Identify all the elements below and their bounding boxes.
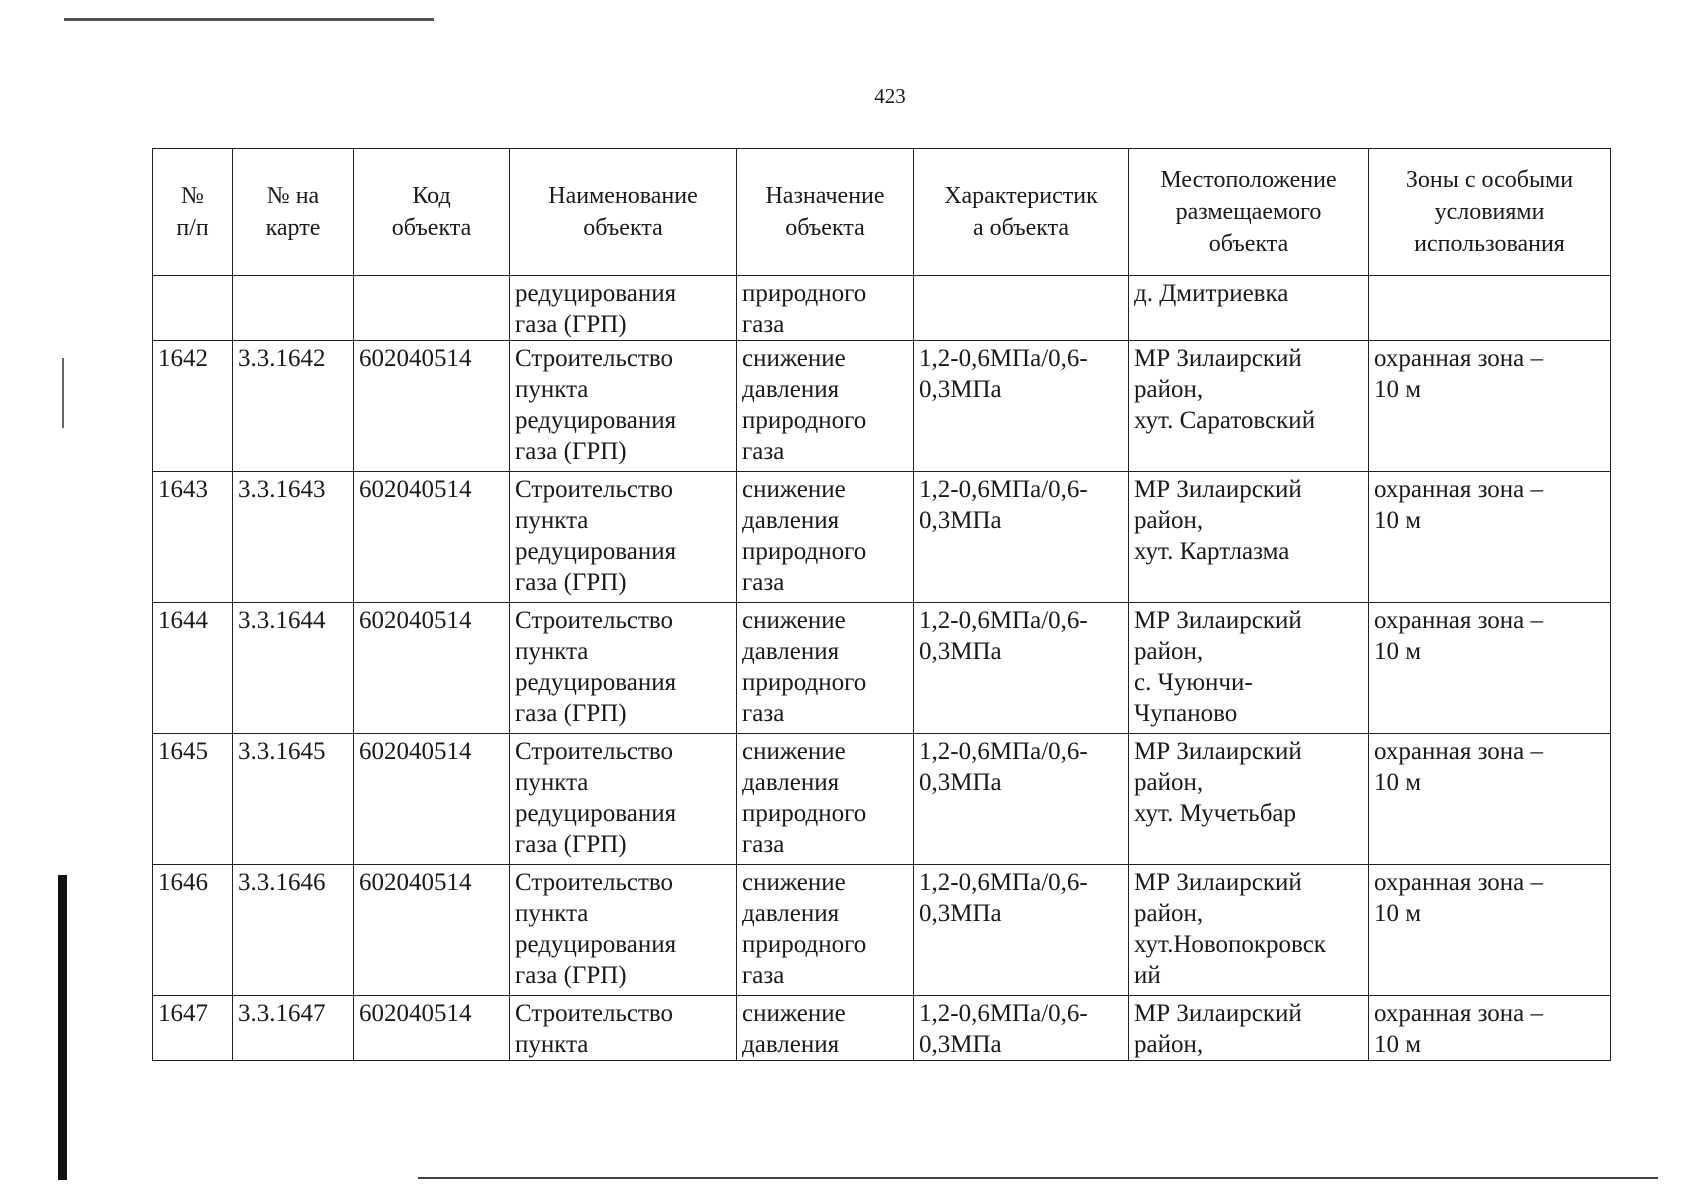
cell-map-number: 3.3.1644 <box>233 603 354 734</box>
cell-line: газа <box>742 831 785 858</box>
cell-object-name <box>510 472 737 603</box>
cell-line: 1,2-0,6МПа/0,6- <box>919 869 1088 896</box>
cell-line: давления <box>742 1031 840 1058</box>
cell-number: 1644 <box>153 603 233 734</box>
cell-line: 1,2-0,6МПа/0,6- <box>919 476 1088 503</box>
scan-edge-mark-left <box>62 358 64 428</box>
cell-line: охранная зона – <box>1374 1000 1544 1027</box>
cell-line: охранная зона – <box>1374 738 1544 765</box>
cell-line: ий <box>1134 962 1161 989</box>
header-object-name <box>510 149 737 276</box>
cell-object-location <box>1129 996 1369 1061</box>
header-line: карте <box>265 215 321 241</box>
cell-object-name <box>510 865 737 996</box>
cell-line: пункта <box>515 900 589 927</box>
cell-line: газа <box>742 311 785 338</box>
cell-line: МР Зилаирский <box>1134 345 1302 372</box>
table-row <box>153 276 1611 341</box>
cell-number: 1645 <box>153 734 233 865</box>
cell-line: газа (ГРП) <box>515 831 627 858</box>
cell-line: 10 м <box>1374 900 1422 927</box>
cell-line: хут. Картлазма <box>1134 538 1290 565</box>
header-line: объекта <box>391 215 472 241</box>
cell-line: природного <box>742 538 867 565</box>
cell-line: хут. Мучетьбар <box>1134 800 1297 827</box>
cell-object-purpose <box>737 341 914 472</box>
cell-object-purpose <box>737 734 914 865</box>
cell-map-number: 3.3.1643 <box>233 472 354 603</box>
cell-map-number: 3.3.1642 <box>233 341 354 472</box>
cell-line: газа <box>742 962 785 989</box>
header-object-characteristic <box>914 149 1129 276</box>
cell-line: 10 м <box>1374 638 1422 665</box>
cell-line: природного <box>742 931 867 958</box>
header-object-code <box>354 149 510 276</box>
table-row <box>153 734 1611 865</box>
cell-line: Строительство <box>515 738 674 765</box>
cell-line: Строительство <box>515 1000 674 1027</box>
cell-object-code: 602040514 <box>354 341 510 472</box>
cell-object-location <box>1129 276 1369 341</box>
header-line: Местоположение <box>1160 167 1337 193</box>
cell-line: Строительство <box>515 869 674 896</box>
cell-object-name <box>510 603 737 734</box>
cell-object-characteristic <box>914 472 1129 603</box>
cell-line: 1,2-0,6МПа/0,6- <box>919 738 1088 765</box>
cell-line: пункта <box>515 638 589 665</box>
cell-line: 0,3МПа <box>919 638 1002 665</box>
cell-object-name <box>510 341 737 472</box>
header-line: Назначение <box>765 183 885 209</box>
cell-line: район, <box>1134 900 1204 927</box>
cell-object-location <box>1129 341 1369 472</box>
cell-line: редуцирования <box>515 280 677 307</box>
cell-line: пункта <box>515 769 589 796</box>
cell-line: давления <box>742 769 840 796</box>
cell-line: хут. Саратовский <box>1134 407 1316 434</box>
cell-special-zone <box>1369 865 1611 996</box>
cell-line: газа (ГРП) <box>515 962 627 989</box>
cell-line: 0,3МПа <box>919 1031 1002 1058</box>
cell-map-number: 3.3.1646 <box>233 865 354 996</box>
cell-object-purpose <box>737 472 914 603</box>
cell-line: редуцирования <box>515 800 677 827</box>
header-line: объекта <box>1208 231 1289 257</box>
cell-line: д. Дмитриевка <box>1134 280 1289 307</box>
cell-number: 1643 <box>153 472 233 603</box>
table-row <box>153 865 1611 996</box>
cell-line: снижение <box>742 345 846 372</box>
cell-line: район, <box>1134 507 1204 534</box>
header-number <box>153 149 233 276</box>
cell-object-purpose <box>737 996 914 1061</box>
cell-line: снижение <box>742 607 846 634</box>
header-line: № <box>181 183 204 209</box>
cell-line: газа <box>742 700 785 727</box>
cell-line: район, <box>1134 1031 1204 1058</box>
header-line: Наименование <box>548 183 698 209</box>
scan-edge-line-top <box>64 18 434 21</box>
cell-special-zone <box>1369 472 1611 603</box>
table-row <box>153 472 1611 603</box>
cell-line: район, <box>1134 638 1204 665</box>
cell-object-purpose <box>737 603 914 734</box>
cell-line: давления <box>742 376 840 403</box>
cell-line: пункта <box>515 1031 589 1058</box>
table-row <box>153 603 1611 734</box>
cell-object-code: 602040514 <box>354 996 510 1061</box>
cell-line: хут.Новопокровск <box>1134 931 1326 958</box>
cell-line: 0,3МПа <box>919 900 1002 927</box>
cell-line: МР Зилаирский <box>1134 476 1302 503</box>
header-line: № на <box>266 183 320 209</box>
cell-line: охранная зона – <box>1374 869 1544 896</box>
cell-object-characteristic <box>914 341 1129 472</box>
cell-line: давления <box>742 900 840 927</box>
header-line: объекта <box>785 215 865 241</box>
table-row <box>153 341 1611 472</box>
cell-line: снижение <box>742 1000 846 1027</box>
cell-line: снижение <box>742 738 846 765</box>
cell-object-location <box>1129 472 1369 603</box>
cell-line: 0,3МПа <box>919 376 1002 403</box>
cell-line: газа <box>742 438 785 465</box>
objects-registry-table <box>152 148 1611 1061</box>
cell-map-number <box>233 276 354 341</box>
table-header-row <box>153 149 1611 276</box>
cell-line: природного <box>742 669 867 696</box>
header-map-number <box>233 149 354 276</box>
cell-line: МР Зилаирский <box>1134 869 1302 896</box>
cell-line: охранная зона – <box>1374 607 1544 634</box>
cell-line: давления <box>742 507 840 534</box>
cell-line: редуцирования <box>515 931 677 958</box>
cell-line: Строительство <box>515 345 674 372</box>
header-line: объекта <box>583 215 663 241</box>
cell-object-name <box>510 276 737 341</box>
cell-object-purpose <box>737 865 914 996</box>
header-line: а объекта <box>972 215 1070 241</box>
cell-special-zone <box>1369 734 1611 865</box>
cell-object-characteristic <box>914 276 1129 341</box>
cell-line: пункта <box>515 507 589 534</box>
cell-line: 10 м <box>1374 507 1422 534</box>
cell-line: Строительство <box>515 476 674 503</box>
header-line: Код <box>412 183 451 209</box>
cell-object-code: 602040514 <box>354 865 510 996</box>
cell-map-number: 3.3.1647 <box>233 996 354 1061</box>
cell-special-zone <box>1369 341 1611 472</box>
cell-line: МР Зилаирский <box>1134 1000 1302 1027</box>
cell-line: с. Чуюнчи- <box>1134 669 1253 696</box>
cell-line: природного <box>742 280 867 307</box>
cell-object-characteristic <box>914 865 1129 996</box>
cell-line: 1,2-0,6МПа/0,6- <box>919 345 1088 372</box>
cell-line: 10 м <box>1374 1031 1422 1058</box>
header-line: условиями <box>1434 199 1545 225</box>
cell-object-code <box>354 276 510 341</box>
cell-line: природного <box>742 407 867 434</box>
cell-line: 0,3МПа <box>919 507 1002 534</box>
cell-object-code: 602040514 <box>354 603 510 734</box>
cell-line: снижение <box>742 869 846 896</box>
header-line: использования <box>1414 231 1565 257</box>
cell-number: 1642 <box>153 341 233 472</box>
cell-line: 1,2-0,6МПа/0,6- <box>919 1000 1088 1027</box>
cell-line: природного <box>742 800 867 827</box>
cell-line: Строительство <box>515 607 674 634</box>
scan-edge-bar-left <box>58 875 67 1180</box>
header-line: размещаемого <box>1175 199 1322 225</box>
header-line: п/п <box>176 215 209 241</box>
header-line: Зоны с особыми <box>1405 167 1574 193</box>
cell-map-number: 3.3.1645 <box>233 734 354 865</box>
cell-number <box>153 276 233 341</box>
cell-object-purpose <box>737 276 914 341</box>
cell-line: МР Зилаирский <box>1134 738 1302 765</box>
table-row <box>153 996 1611 1061</box>
cell-line: охранная зона – <box>1374 476 1544 503</box>
header-object-location <box>1129 149 1369 276</box>
cell-line: 10 м <box>1374 376 1422 403</box>
cell-line: редуцирования <box>515 407 677 434</box>
cell-object-characteristic <box>914 996 1129 1061</box>
cell-object-name <box>510 996 737 1061</box>
cell-special-zone <box>1369 276 1611 341</box>
cell-line: редуцирования <box>515 669 677 696</box>
cell-line: газа (ГРП) <box>515 311 627 338</box>
cell-object-location <box>1129 865 1369 996</box>
cell-number: 1647 <box>153 996 233 1061</box>
cell-object-code: 602040514 <box>354 472 510 603</box>
cell-number: 1646 <box>153 865 233 996</box>
cell-object-characteristic <box>914 603 1129 734</box>
cell-line: газа (ГРП) <box>515 569 627 596</box>
cell-line: снижение <box>742 476 846 503</box>
cell-line: газа (ГРП) <box>515 700 627 727</box>
cell-object-characteristic <box>914 734 1129 865</box>
cell-line: газа (ГРП) <box>515 438 627 465</box>
cell-special-zone <box>1369 603 1611 734</box>
cell-line: пункта <box>515 376 589 403</box>
cell-line: давления <box>742 638 840 665</box>
cell-object-location <box>1129 603 1369 734</box>
header-special-zones <box>1369 149 1611 276</box>
cell-line: охранная зона – <box>1374 345 1544 372</box>
cell-special-zone <box>1369 996 1611 1061</box>
scan-edge-line-bottom <box>418 1177 1658 1179</box>
cell-object-name <box>510 734 737 865</box>
header-line: Характеристик <box>944 183 1098 209</box>
header-object-purpose <box>737 149 914 276</box>
cell-object-code: 602040514 <box>354 734 510 865</box>
cell-line: МР Зилаирский <box>1134 607 1302 634</box>
cell-line: 0,3МПа <box>919 769 1002 796</box>
cell-line: 1,2-0,6МПа/0,6- <box>919 607 1088 634</box>
cell-line: район, <box>1134 769 1204 796</box>
cell-object-location <box>1129 734 1369 865</box>
page-number: 423 <box>874 84 906 108</box>
cell-line: Чупаново <box>1134 700 1238 727</box>
table-body <box>153 276 1611 1061</box>
cell-line: 10 м <box>1374 769 1422 796</box>
cell-line: газа <box>742 569 785 596</box>
cell-line: редуцирования <box>515 538 677 565</box>
cell-line: район, <box>1134 376 1204 403</box>
